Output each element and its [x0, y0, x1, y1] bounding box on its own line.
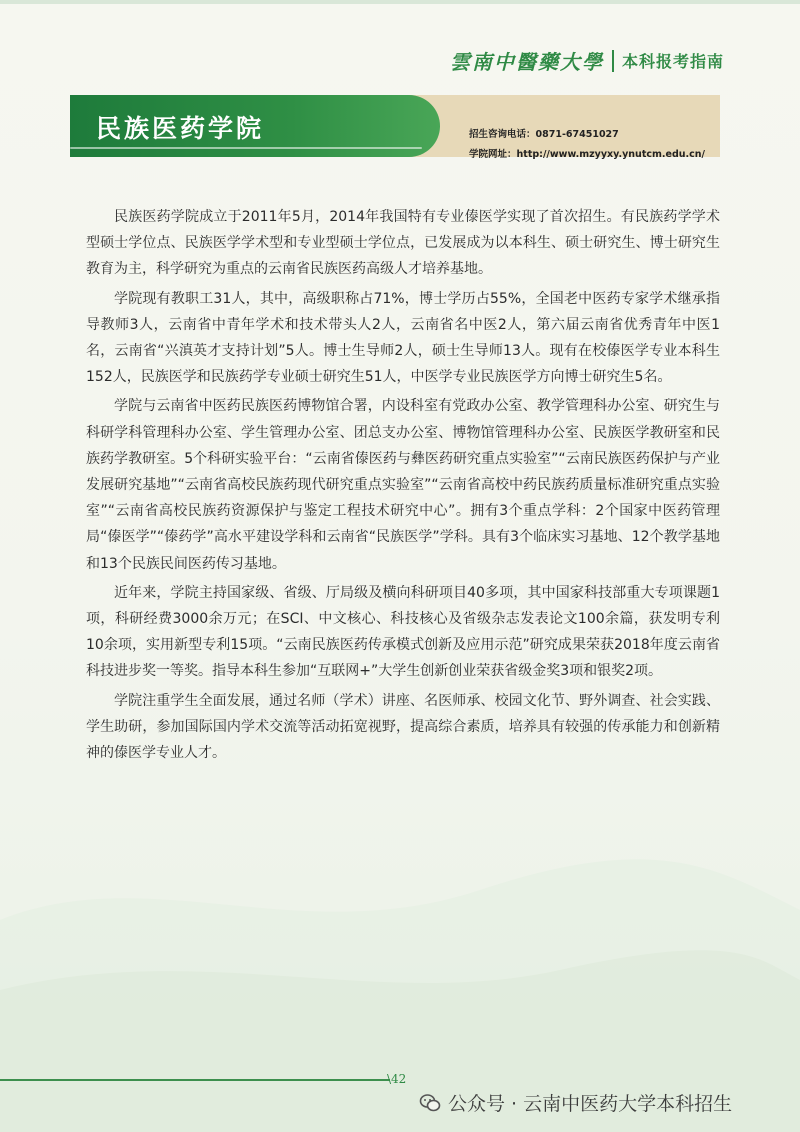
- contact-info: [469, 125, 705, 165]
- paragraph-students: 学院注重学生全面发展，通过名师（学术）讲座、名医师承、校园文化节、野外调查、社会实践、学生助研，参加国际国内学术交流等活动拓宽视野，提高综合素质，培养具有较强的传承能力和创新精神的傣医学专业人才。: [86, 692, 720, 762]
- paragraph-intro: 民族医药学院成立于2011年5月，2014年我国特有专业傣医学实现了首次招生。有民族药学学术型硕士学位点、民族医学学术型和专业型硕士学位点，已发展成为以本科生、硕士研究生、博士研究生教育为主，科学研究为重点的云南省民族医药高级人才培养基地。: [86, 209, 720, 278]
- website-label: 学院网址：: [469, 149, 517, 160]
- website-row: [469, 145, 705, 165]
- paragraph-faculty: 学院现有教职工31人，其中，高级职称占71%，博士学历占55%，全国老中医药专家学术继承指导教师3人，云南省中青年学术和技术带头人2人，云南省名中医2人，第六届云南省优秀青年中医1名，云南省“兴滇英才支持计划”5人。博士生导师2人，硕士生导师13人。现有在校傣医学专业本科生152人，民族医学和民族药学专业硕士研究生51人，中医学专业民族医学方向博士研究生5名。: [86, 290, 720, 386]
- university-logo: 雲南中醫藥大學: [449, 50, 604, 74]
- phone-row: [469, 125, 705, 145]
- guide-title: 本科报考指南: [621, 52, 724, 71]
- top-rule: [0, 0, 800, 4]
- watermark-text: 公众号 · 云南中医药大学本科招生: [448, 1093, 733, 1115]
- watermark: [418, 1089, 732, 1116]
- website-link[interactable]: http://www.mzyyxy.ynutcm.edu.cn/: [516, 149, 705, 160]
- college-title: 民族医药学院: [96, 114, 265, 143]
- paragraph-research: 近年来，学院主持国家级、省级、厅局级及横向科研项目40多项，其中国家科技部重大专项课题1项，科研经费3000余万元；在SCI、中文核心、科技核心及省级杂志发表论文100余篇，获发明专利10余项，实用新型专利15项。“云南民族医药传承模式创新及应用示范”研究成果荣获2018年度云南省科技进步奖一等奖。指导本科生参加“互联网+”大学生创新创业荣获省级金奖3项和银奖2项。: [86, 584, 720, 680]
- phone-label: 招生咨询电话：: [469, 129, 536, 140]
- brand-header: [450, 46, 724, 75]
- phone-number: 0871-67451027: [535, 129, 619, 140]
- wechat-icon: [418, 1091, 442, 1115]
- footer-line: [0, 1079, 390, 1081]
- paragraph-departments: 学院与云南省中医药民族医药博物馆合署，内设科室有党政办公室、教学管理科办公室、研究生与科研学科管理科办公室、学生管理办公室、团总支办公室、博物馆管理科办公室、民族医学教研室和民族药学教研室。5个科研实验平台：“云南省傣医药与彝医药研究重点实验室”“云南民族医药保护与产业发展研究基地”“云南省高校民族药现代研究重点实验室”“云南省高校中药民族药质量标准研究重点实验室”“云南省高校民族药资源保护与鉴定工程技术研究中心”。拥有3个重点学科：2个国家中医药管理局“傣医学”“傣药学”高水平建设学科和云南省“民族医学”学科。具有3个临床实习基地、12个教学基地和13个民族民间医药传习基地。: [86, 398, 720, 572]
- title-banner: [70, 95, 440, 157]
- page-number: \42: [387, 1072, 407, 1086]
- brand-divider: [612, 50, 614, 72]
- main-content: [86, 204, 720, 769]
